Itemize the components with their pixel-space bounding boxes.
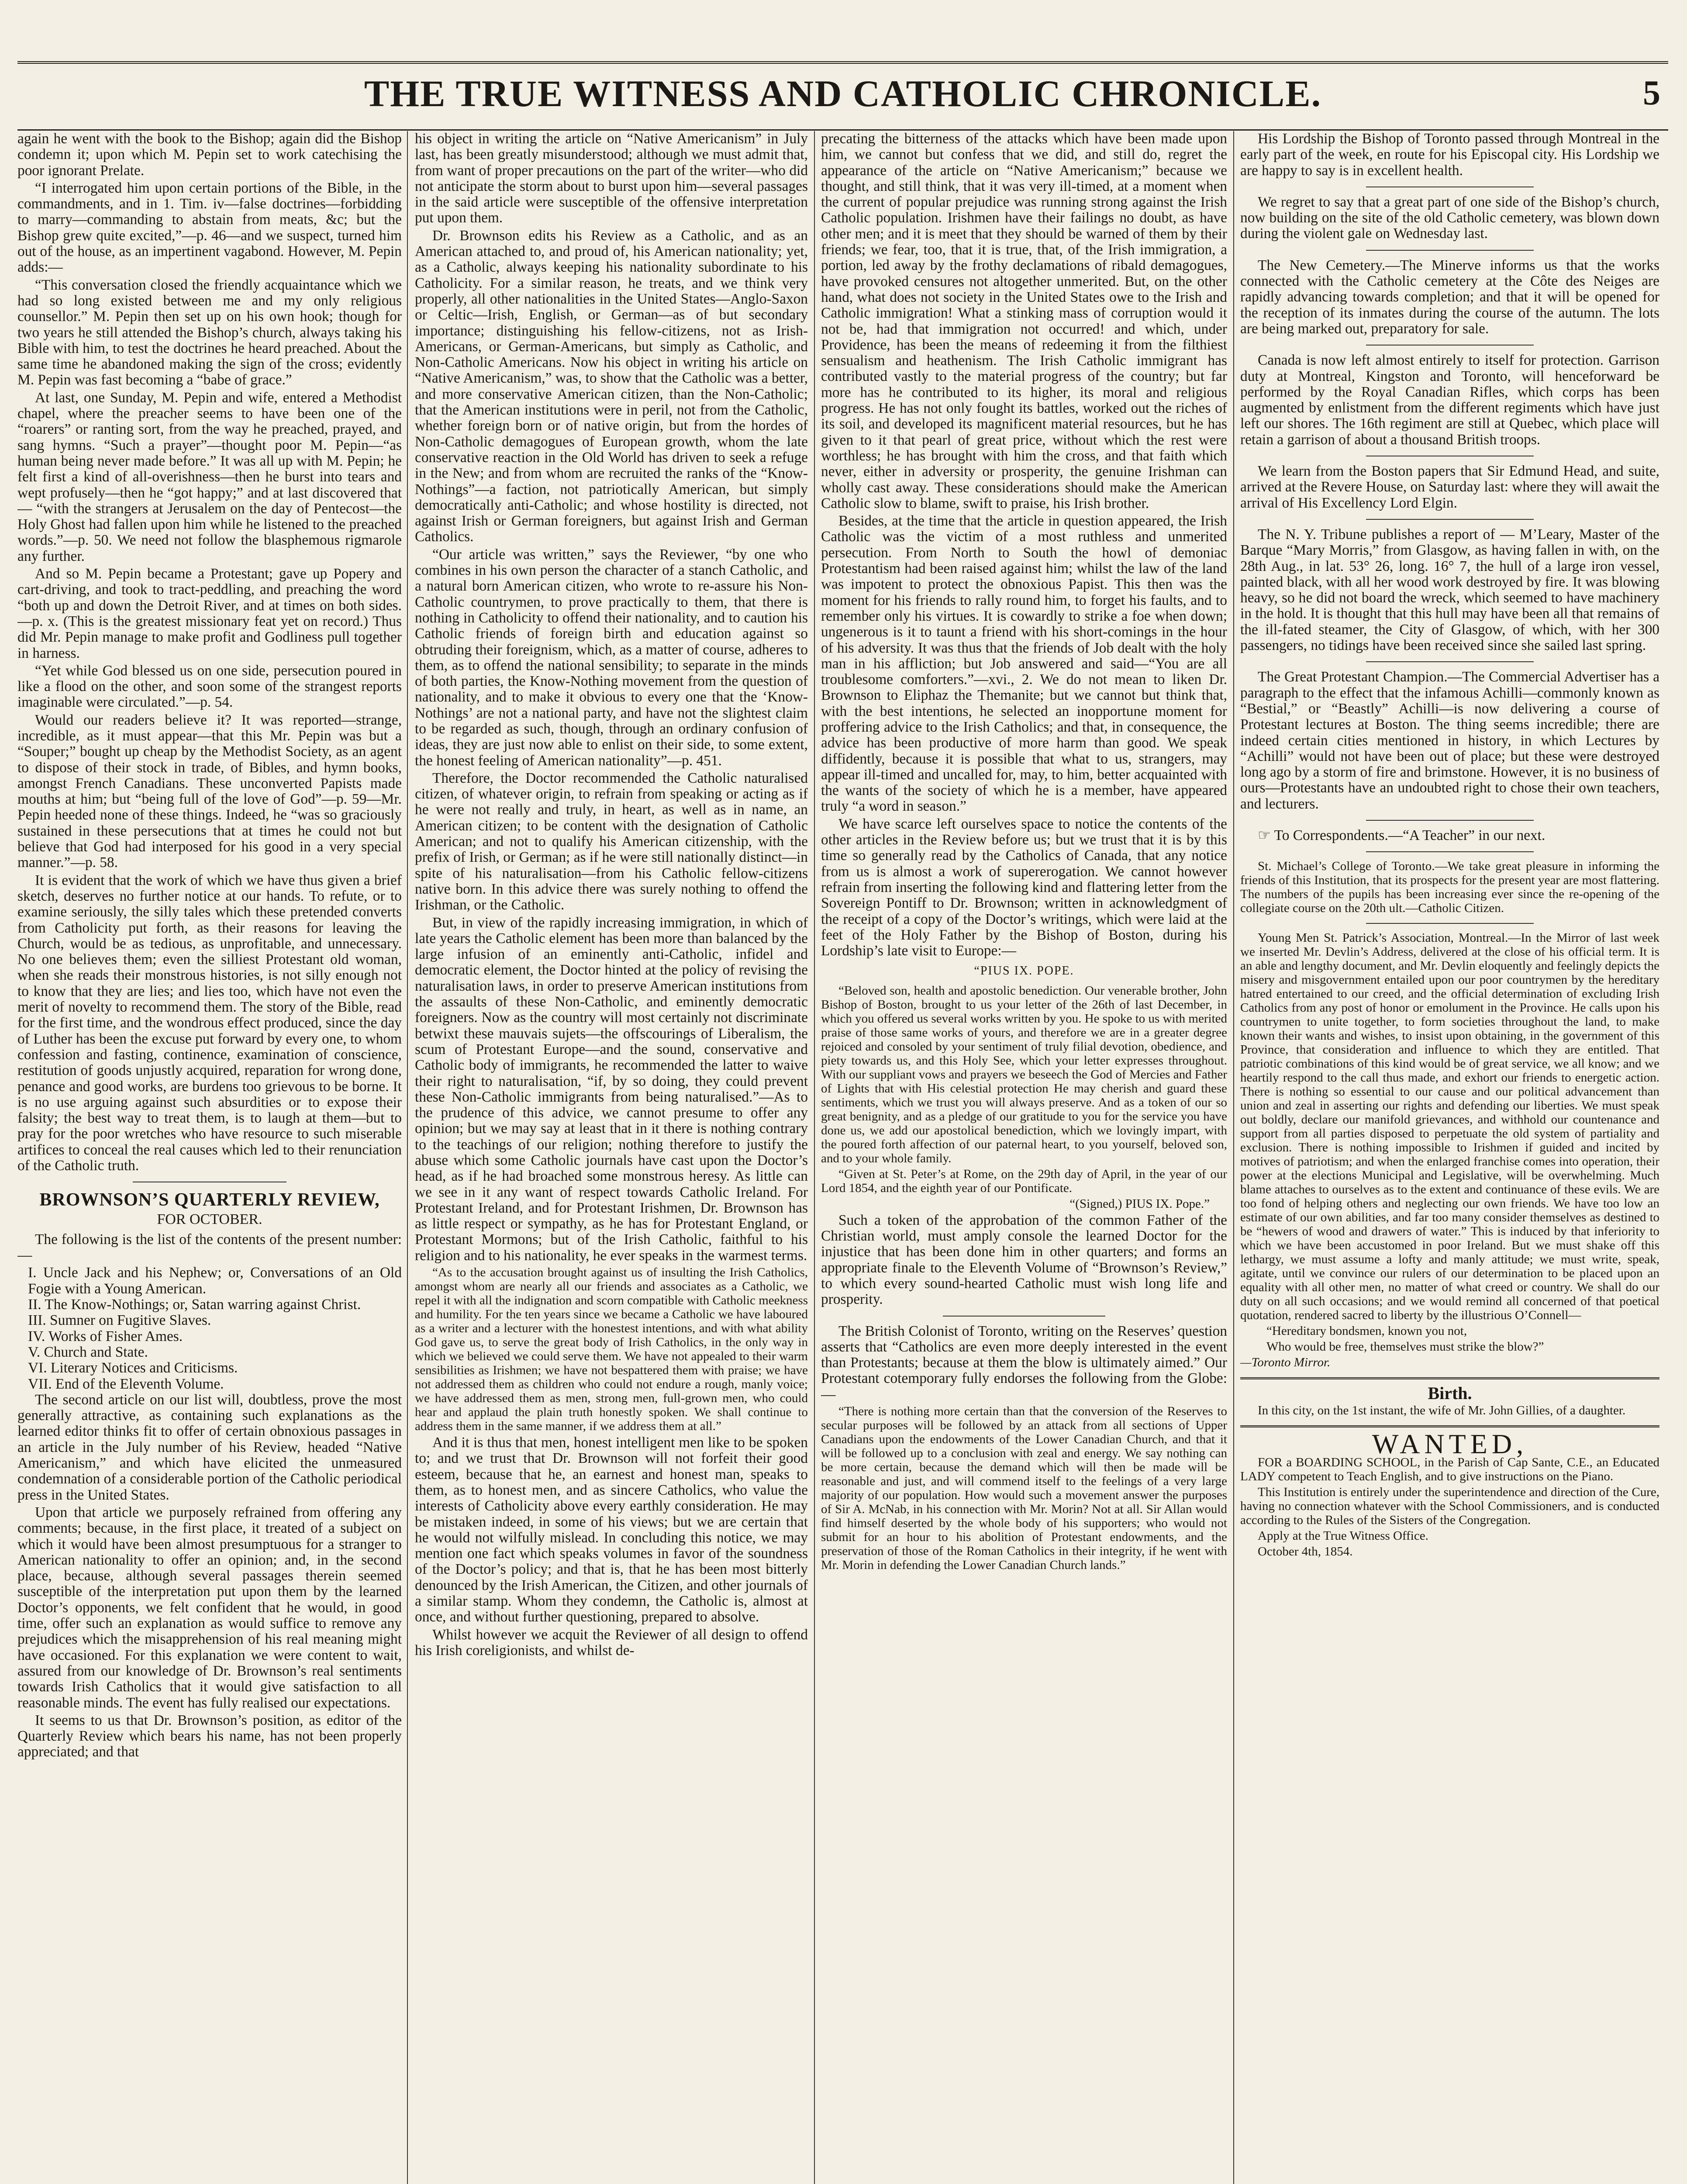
column-4 xyxy=(1240,131,1659,2184)
paragraph: And so M. Pepin became a Protestant; gave up Popery and cart-driving, and took to tract-peddling, and preaching the word “both up and down the Detroit River, and at times on both sides.—p. x. (This is the greatest missionary feat yet on record.) Thus did Mr. Pepin manage to make profit and Godliness pull together in harness. xyxy=(17,566,402,661)
birth-notice: In this city, on the 1st instant, the wife of Mr. John Gillies, of a daughter. xyxy=(1258,1403,1626,1417)
list-item: IV. Works of Fisher Ames. xyxy=(28,1328,183,1344)
divider xyxy=(1366,250,1534,251)
paragraph: again he went with the book to the Bishop; again did the Bishop condemn it; upon which M. Pepin set to work catechising the poor ignorant Prelate. xyxy=(17,131,402,179)
paragraph: Upon that article we purposely refrained from offering any comments; because, in the first place, it treated of a subject on which it would have been almost presumptuous for a stranger to American nationality to offer an opinion; and, in the second place, because, although several passages therein seemed susceptible of the interpretation put upon them by the learned Doctor’s opponents, we felt confident that he would, in good time, offer such an explanation as would suffice to remove any prejudices which the misapprehension of his real meaning might have occasioned. For this explanation we were content to wait, assured from our knowledge of Dr. Brownson’s real sentiments towards Irish Catholics that it would give satisfaction to all reasonable minds. The event has fully realised our expectations. xyxy=(17,1504,402,1711)
paragraph: Would our readers believe it? It was reported—strange, incredible, as it must appear—that this Mr. Pepin was but a “Souper;” bought up cheap by the Methodist Society, as an agent to dispose of their stock in trade, of Bibles, and hymn books, amongst French Canadians. These unconverted Papists made mouths at him; but “being full of the love of God”—p. 59—Mr. Pepin heeded none of these things. Indeed, he “was so graciously sustained in these persecutions that at times he could not but believe that God had interposed for his good in a very special manner.”—p. 58. xyxy=(17,712,402,871)
article-subheading: FOR OCTOBER. xyxy=(157,1211,262,1227)
paragraph: We have scarce left ourselves space to notice the contents of the other articles in the Review before us; but we trust that it is by this time so generally read by the Catholics of Canada, that any notice from us is almost a work of supererogation. We cannot however refrain from inserting the following kind and flattering letter from the Sovereign Pontiff to Dr. Brownson; written in acknowledgment of the receipt of a copy of the Doctor’s writings, which were laid at the feet of the Holy Father by the Bishop of Boston, during his Lordship’s late visit to Europe:— xyxy=(821,816,1227,959)
divider xyxy=(1240,1425,1659,1427)
paragraph: Dr. Brownson edits his Review as a Catholic, and as an American attached to, and proud of, his American nationality; yet, as a Catholic, always keeping his nationality subordinate to his Catholicity. For a similar reason, he treats, and we think very properly, all other nationalities in the United States—Anglo-Saxon or Celtic—Irish, English, or German—as of but secondary importance; distinguishing his fellow-citizens, not as Irish-Americans, or German-Americans, but simply as Catholic, and Non-Catholic Americans. Now his object in writing his article on “Native Americanism,” was, to show that the Catholic was a better, and more conservative American citizen, than the Non-Catholic; that the American institutions were in peril, not from the Catholic, whether foreign born or of native origin, but from the hordes of Non-Catholic demagogues of European growth, whom the late conservative reaction in the Old World has driven to seek a refuge in the New; and from whom are recruited the ranks of the “Know-Nothings”—a faction, not patriotically American, but simply democratically anti-Catholic; and whose hostility is directed, not against Irish or German foreigners, but against Irish and German Catholics. xyxy=(415,227,808,545)
advertisement-date: October 4th, 1854. xyxy=(1258,1544,1353,1559)
paragraph: The second article on our list will, doubtless, prove the most generally attractive, as containing such explanations as the learned editor thinks fit to offer of certain obnoxious passages in an article in the July number of his Review, headed “Native Americanism,” and which have elicited the unmeasured condemnation of a considerable portion of the Catholic periodical press in the United States. xyxy=(17,1391,402,1503)
paragraph: “I interrogated him upon certain portions of the Bible, in the commandments, and in 1. Tim. iv—false doctrines—forbidding to marry—commanding to abstain from meats, &c; but the Bishop grew quite excited,”—p. 46—and we suspect, turned him out of the house, as an impertinent vagabond. However, M. Pepin adds:— xyxy=(17,180,402,276)
paragraph: his object in writing the article on “Native Americanism” in July last, has been greatly misunderstood; although we must admit that, from want of proper precautions on the part of the writer—who did not anticipate the storm about to burst upon him—several passages in the said article were susceptible of the offensive interpretation put upon them. xyxy=(415,131,808,226)
list-item: VI. Literary Notices and Criticisms. xyxy=(28,1360,238,1376)
news-item: The Great Protestant Champion.—The Commercial Advertiser has a paragraph to the effect that the infamous Achilli—commonly known as “Bestial,” or “Beastly” Achilli—is now delivering a course of Protestant lectures at Boston. The thing seems incredible; there are indeed certain cities mentioned in history, in which Lectures by “Achilli” would not have been out of place; but these were destroyed long ago by a storm of fire and brimstone. However, it is no business of ours—Protestants have an undoubted right to chose their own teachers, and lecturers. xyxy=(1240,669,1659,812)
news-item: Young Men St. Patrick’s Association, Montreal.—In the Mirror of last week we inserted Mr. Devlin’s Address, delivered at the close of his official term. It is an able and lengthy document, and Mr. Devlin eloquently and feelingly depicts the misery and misgovernment entailed upon our poor countrymen by the hereditary hatred entertained to our creed, and the official determination of excluding Irish Catholics from any post of honor or emolument in the Province. He calls upon his countrymen to unite together, to form societies throughout the land, to make known their wants and wishes, to insist upon obtaining, in the government of this Province, that consideration and influence to which they are entitled. That patriotic combinations of this kind would be of great service, we all know; and we heartily respond to the call thus made, and exhort our friends to energetic action. There is nothing so essential to our cause and our political advancement than union and zeal in asserting our rights and defending our liberties. We must speak out boldly, declare our manifold grievances, and withhold our countenance and support from all parties disposed to perpetuate the old system of partiality and exclusion. There is nothing impossible to Irishmen if guided and incited by motives of patriotism; and when the enlarged franchise comes into operation, their power at the elections Municipal and Legislative, will be overwhelming. Much blame attaches to ourselves as to the extent and continuance of these evils. We are too fond of helping others and neglecting our own friends. We have too low an estimate of our own abilities, and far too many consider themselves as destined to be “hewers of wood and drawers of water.” This is induced by that inferiority to which we have been accustomed in poor Ireland. But we must shake off this lethargy, we must assume a lofty and manly attitude; we must write, speak, agitate, until we convince our rulers of our determination to be placed upon an equality with all other men, no matter of what creed or country. We shall do our duty on all such occasions; and we would remind all concerned of that poetical quotation, rendered sacred to liberty by the illustrious O’Connell— xyxy=(1240,931,1659,1323)
advertisement-text: This Institution is entirely under the superintendence and direction of the Cure, having no connection whatever with the School Commissioners, and is conducted according to the Rules of the Sisters of the Congregation. xyxy=(1240,1485,1659,1527)
news-item: The New Cemetery.—The Minerve informs us that the works connected with the Catholic cemetery at the Côte des Neiges are rapidly advancing towards completion; and that it will be opened for the reception of its inmates during the course of the autumn. The lots are being marked out, preparatory for sale. xyxy=(1240,257,1659,337)
advertisement-text: FOR a BOARDING SCHOOL, in the Parish of Cap Sante, C.E., an Educated LADY competent to Teach English, and to give instructions on the Piano. xyxy=(1240,1455,1659,1483)
news-item: We regret to say that a great part of one side of the Bishop’s church, now building on the site of the old Catholic cemetery, was blown down during the violent gale on Wednesday last. xyxy=(1240,194,1659,242)
news-item: The N. Y. Tribune publishes a report of — M’Leary, Master of the Barque “Mary Morris,” from Glasgow, as having fallen in with, on the 28th Aug., in lat. 53° 26, long. 16° 7, the hull of a large iron vessel, painted black, with all her wood work destroyed by fire. It was blowing heavy, so he did not board the wreck, which seemed to have machinery in the hold. It is thought that this hull may have been all that remains of the ill-fated steamer, the City of Glasgow, of which, with her 300 passengers, no tidings have been received since she sailed last spring. xyxy=(1240,526,1659,654)
paragraph: precating the bitterness of the attacks which have been made upon him, we cannot but confess that we did, and still do, regret the appearance of the article on “Native Americanism;” because we thought, and still think, that it was very ill-timed, at a moment when the current of popular prejudice was running strong against the Irish Catholic population. Irishmen have their failings no doubt, as have other men; and it is meet that they should be warned of them by their friends; we fear, too, that it is true, that, of the Irish immigration, a portion, led away by the frothy declamations of ribald demagogues, have provoked censures not altogether unmerited. But, on the other hand, what does not society in the United States owe to the Irish and Catholic immigration! What a stinking mass of corruption would it not be, had that immigration not occurred! and which, under Providence, has been the means of redeeming it from the filthiest sensualism and heathenism. The Irish Catholic immigrant has contributed vastly to the material progress of the country; but far more has he contributed to its higher, its moral and religious progress. He has not only fought its battles, worked out the riches of its soil, and developed its magnificent material resources, but he has given to it that pearl of great price, without which the rest were worthless; he has brought with him the cross, and that faith which never, either in adversity or prosperity, the genuine Irishman can wholly cast away. These considerations should make the American Catholic slow to blame, swift to praise, his Irish brother. xyxy=(821,131,1227,511)
divider xyxy=(943,1316,1105,1317)
paragraph: At last, one Sunday, M. Pepin and wife, entered a Methodist chapel, where the preacher seems to have been one of the “roarers” or ranting sort, from the way he preached, prayed, and sang hymns. “Such a prayer”—thought poor M. Pepin—“as human being never made before.” It was all up with M. Pepin; he felt first a kind of all-overishness—then he burst into tears and wept profusely—then he “got happy;” and at last discovered that — “with the strangers at Jerusalem on the day of Pentecost—the Holy Ghost had fallen upon him while he listened to the preached words.”—p. 50. We need not follow the blasphemous rigmarole any further. xyxy=(17,389,402,564)
paragraph: Therefore, the Doctor recommended the Catholic naturalised citizen, of whatever origin, to refrain from speaking or acting as if he were not really and truly, in heart, as well as in name, an American citizen; to be content with the designation of Catholic American; and not to qualify his American citizenship, with the prefix of Irish, or German; as if he were still nationally distinct—in spite of his naturalisation—from his Catholic fellow-citizens native born. In this advice there was surely nothing to offend the Irishman, or the Catholic. xyxy=(415,770,808,913)
divider xyxy=(1240,1377,1659,1379)
paragraph: “This conversation closed the friendly acquaintance which we had so long existed between me and my only religious counsellor.” M. Pepin then set up on his own hook; though for two years he still attended the Bishop’s church, always taking his Bible with him, to test the doctrines he heard preached. About the same time he abandoned making the sign of the cross; evidently M. Pepin was fast becoming a “babe of grace.” xyxy=(17,276,402,388)
letter-paragraph: “Given at St. Peter’s at Rome, on the 29th day of April, in the year of our Lord 1854, and the eighth year of our Pontificate. xyxy=(821,1167,1227,1195)
paragraph: The following is the list of the contents of the present number:— xyxy=(17,1231,402,1264)
paragraph: It is evident that the work of which we have thus given a brief sketch, deserves no further notice at our hands. To refute, or to examine seriously, the silly tales which these pretended converts from Catholicity put forth, as their reasons for leaving the Church, would be as tedious, as unprofitable, and unnecessary. No one believes them; even the silliest Protestant old woman, when she reads their monstrous histories, is not silly enough not to know that they are lies; and lies too, which have not even the merit of novelty to recommend them. The story of the Bible, read for the first time, and the wondrous effect produced, since the day of Luther has been the excuse put forward by every one, to whom confession and fasting, continence, examination of conscience, restitution of goods unjustly acquired, reparation for wrong done, penance and good works, are burdens too grievous to be borne. It is no use arguing against such absurdities or to expose their falsity; the best way to treat them, is to laugh at them—but to pray for the poor wretches who have resource to such miserable artifices to conceal the real causes which led to their renunciation of the Catholic truth. xyxy=(17,872,402,1174)
paragraph: Besides, at the time that the article in question appeared, the Irish Catholic was the victim of a most ruthless and unmerited persecution. From North to South the howl of demoniac Protestantism had been raised against him; whilst the law of the land was impotent to protect the obnoxious Papist. This then was the moment for his friends to rally round him, to forget his faults, and to remember only his virtues. It is cowardly to strike a foe when down; ungenerous is it to taunt a friend with his short-comings in the hour of his adversity. It was thus that the friends of Job dealt with the holy man in his affliction; but Job answered and said—“You are all troublesome comforters.”—xvi., 2. We do not mean to liken Dr. Brownson to Eliphaz the Themanite; but we cannot but think that, with the best intentions, he selected an inopportune moment for proffering advice to the Irish Catholics; and that, in consequence, the advice has been productive of more harm than good. We speak diffidently, because it is possible that what to us, strangers, may appear ill-timed and uncalled for, may, to him, better acquainted with the wants of the society of which he is a member, have appeared truly “a word in season.” xyxy=(821,513,1227,815)
paragraph: But, in view of the rapidly increasing immigration, in which of late years the Catholic element has been more than balanced by the large infusion of an eminently anti-Catholic, infidel and democratic element, the Doctor hinted at the policy of revising the naturalisation laws, in order to preserve American institutions from the assaults of these Non-Catholic, and eminently democratic foreigners. Now as the country will most certainly not discriminate betwixt these mauvais sujets—the offscourings of Liberalism, the scum of Protestant Europe—and the sound, conservative and Catholic body of immigrants, he recommended the latter to waive their right to naturalisation, “if, by so doing, they could prevent these Non-Catholic immigrants from being naturalised.”—As to the prudence of this advice, we cannot presume to offer any opinion; but we may say at least that in it there is nothing contrary to the teachings of our religion; nothing therefore to justify the abuse which some Catholic journals have cast upon the Doctor’s head, as if he had broached some monstrous heresy. As little can we see in it any want of respect towards Catholic Ireland. For Protestant Ireland, and for Protestant Irishmen, Dr. Brownson has as little respect or sympathy, as he has for Protestant England, or Protestant Mormons; but of the Irish Catholic, faithful to his religion and to his nationality, he ever speaks in the warmest terms. xyxy=(415,914,808,1264)
list-item: V. Church and State. xyxy=(28,1344,148,1360)
article-heading: BROWNSON’S QUARTERLY REVIEW, xyxy=(39,1190,380,1210)
divider xyxy=(1366,345,1534,346)
paragraph: The British Colonist of Toronto, writing on the Reserves’ question asserts that “Catholics are even more deeply interested in the event than Protestants; because at them the blow is ultimately aimed.” Our Protestant cotemporary fully endorses the following from the Globe:— xyxy=(821,1323,1227,1403)
news-item: ☞ To Correspondents.—“A Teacher” in our next. xyxy=(1258,827,1546,843)
quote-paragraph: “Yet while God blessed us on one side, persecution poured in like a flood on the other, and soon some of the strangest reports imaginable were circulated.”—p. 54. xyxy=(17,662,402,711)
page-number: 5 xyxy=(1643,74,1660,112)
newspaper-title: THE TRUE WITNESS AND CATHOLIC CHRONICLE. xyxy=(364,73,1322,114)
divider xyxy=(1366,851,1534,852)
verse-line: “Hereditary bondsmen, known you not, xyxy=(1266,1324,1467,1338)
quote-paragraph: “There is nothing more certain than that the conversion of the Reserves to secular purposes will be followed by an attack from all sections of Upper Canadians upon the endowments of the Lower Canadian Church, and that it will be followed up to a conclusion with zeal and energy. We say nothing can be more certain, because the demand which will then be made will be reasonable and just, and will commend itself to the feelings of a very large majority of our population. How would such a movement answer the purposes of Sir A. McNab, in his connection with Mr. Morin? Not at all. Sir Allan would find himself deserted by the whole body of his supporters; who would not submit for an hour to his abolition of Protestant endowments, and the preservation of those of the Roman Catholics in their integrity, if he went with Mr. Morin in defending the Lower Canadian Church lands.” xyxy=(821,1404,1227,1572)
column-3 xyxy=(821,131,1227,2184)
news-item: We learn from the Boston papers that Sir Edmund Head, and suite, arrived at the Revere House, on Saturday last: where they will await the arrival of His Excellency Lord Elgin. xyxy=(1240,463,1659,511)
masthead xyxy=(17,61,1668,131)
letter-signature: “(Signed,) PIUS IX. Pope.” xyxy=(1069,1196,1210,1211)
column-1 xyxy=(17,131,402,2184)
divider xyxy=(1366,923,1534,924)
news-item: St. Michael’s College of Toronto.—We take great pleasure in informing the friends of this Institution, that its prospects for the present year are most flattering. The numbers of the pupils has been increasing ever since the re-opening of the collegiate course on the 20th ult.—Catholic Citizen. xyxy=(1240,859,1659,916)
divider xyxy=(1366,820,1534,821)
divider xyxy=(1366,661,1534,662)
column-2 xyxy=(415,131,808,2184)
divider xyxy=(1366,519,1534,520)
source-credit: —Toronto Mirror. xyxy=(1240,1355,1331,1370)
verse-line: Who would be free, themselves must strike the blow?” xyxy=(1266,1340,1544,1354)
letter-paragraph: “Beloved son, health and apostolic benediction. Our venerable brother, John Bishop of Boston, brought to us your letter of the 26th of last December, in which you offered us several works written by you. He spoke to us with merited praise of those same works of yours, and therefore we are in a greater degree rejoiced and consoled by your sentiment of truly filial devotion, obedience, and piety towards us, and this Holy See, which your letter expresses throughout. With our suppliant vows and prayers we beseech the God of Mercies and Father of Lights that with His celestial protection He may cherish and guard these sentiments, which we trust you will always preserve. And as a token of our so great benignity, and as a pledge of our gratitude to you for the service you have done us, we add our apostolical benediction, which we lovingly impart, with the poured forth affection of our paternal heart, to you yourself, beloved son, and to your whole family. xyxy=(821,983,1227,1165)
list-item: III. Sumner on Fugitive Slaves. xyxy=(28,1312,211,1329)
letter-heading: “PIUS IX. POPE. xyxy=(974,964,1074,978)
paragraph: Such a token of the approbation of the common Father of the Christian world, must amply console the learned Doctor for the injustice that has been done him in other quarters; and forms an appropriate finale to the Eleventh Volume of “Brownson’s Review,” to which every sound-hearted Catholic must wish long life and prosperity. xyxy=(821,1212,1227,1308)
column-rule xyxy=(814,131,815,2184)
list-item: I. Uncle Jack and his Nephew; or, Conversations of an Old Fogie with a Young American. xyxy=(28,1265,402,1297)
list-item: II. The Know-Nothings; or, Satan warring against Christ. xyxy=(28,1296,361,1313)
paragraph: Whilst however we acquit the Reviewer of all design to offend his Irish coreligionists, and whilst de- xyxy=(415,1626,808,1659)
birth-heading: Birth. xyxy=(1428,1383,1472,1403)
paragraph: And it is thus that men, honest intelligent men like to be spoken to; and we trust that Dr. Brownson will not forfeit their good esteem, because that he, an earnest and honest man, speaks to them, as to honest men, and as sincere Catholics, who value the interests of Catholicity above every earthly consideration. He may be mistaken indeed, in some of his views; but we are certain that he would not wilfully mislead. In concluding this notice, we may mention one fact which speaks volumes in favor of the soundness of the Doctor’s policy; and that is, that he has been most bitterly denounced by the Irish American, the Citizen, and other journals of a similar stamp. Whom they condemn, the Catholic is, almost at once, and without further questioning, prepared to absolve. xyxy=(415,1434,808,1625)
news-item: Canada is now left almost entirely to itself for protection. Garrison duty at Montreal, Kingston and Toronto, will henceforward be performed by the Royal Canadian Rifles, which corps has been augmented by enlistment from the different regiments which have just left our shores. The 16th regiment are still at Quebec, which place will retain a garrison of about a thousand British troops. xyxy=(1240,352,1659,448)
paragraph: It seems to us that Dr. Brownson’s position, as editor of the Quarterly Review which bears his name, has not been properly appreciated; and that xyxy=(17,1712,402,1760)
column-rule xyxy=(407,131,408,2184)
news-item: His Lordship the Bishop of Toronto passed through Montreal in the early part of the week, en route for his Episcopal city. His Lordship we are happy to say is in excellent health. xyxy=(1240,131,1659,179)
quote-paragraph: “As to the accusation brought against us of insulting the Irish Catholics, amongst whom are nearly all our friends and associates as a Catholic, we repel it with all the indignation and scorn compatible with Catholic meekness and humility. For the ten years since we became a Catholic we have laboured as a writer and a lecturer with the honestest intentions, and with what ability God gave us, to serve the great body of Irish Catholics, in the only way in which we believed we could serve them. We have not appealed to their warm sensibilities as Irishmen; we have not bespattered them with praise; we have not addressed them as children who could not endure a rough, manly voice; we have addressed them as men, strong men, full-grown men, who could hear and applaud the plain truth honestly spoken. We shall continue to address them in the same manner, if we address them at all.” xyxy=(415,1265,808,1434)
wanted-heading: WANTED, xyxy=(1372,1428,1528,1459)
quote-paragraph: “Our article was written,” says the Reviewer, “by one who combines in his own person the character of a stanch Catholic, and a natural born American citizen, who wrote to re-assure his Non-Catholic countrymen, to prove practically to them, that there is nothing in Catholicity to offend their nationality, and to caution his Catholic friends of foreign birth and education against so obtruding their foreignism, which, as a matter of course, adheres to them, as to offend the national sensibility; to separate in the minds of both parties, the Know-Nothing movement from the question of nationality, and to make it obvious to every one that the ‘Know-Nothings’ are not a national party, and have not the slightest claim to be regarded as such, though, through an ordinary confusion of ideas, they are just now able to enlist on their side, to some extent, the honest feeling of American nationality”—p. 451. xyxy=(415,546,808,769)
list-item: VII. End of the Eleventh Volume. xyxy=(28,1375,224,1392)
advertisement-text: Apply at the True Witness Office. xyxy=(1258,1528,1428,1543)
column-rule xyxy=(1233,131,1234,2184)
contents-list xyxy=(17,1265,402,1392)
